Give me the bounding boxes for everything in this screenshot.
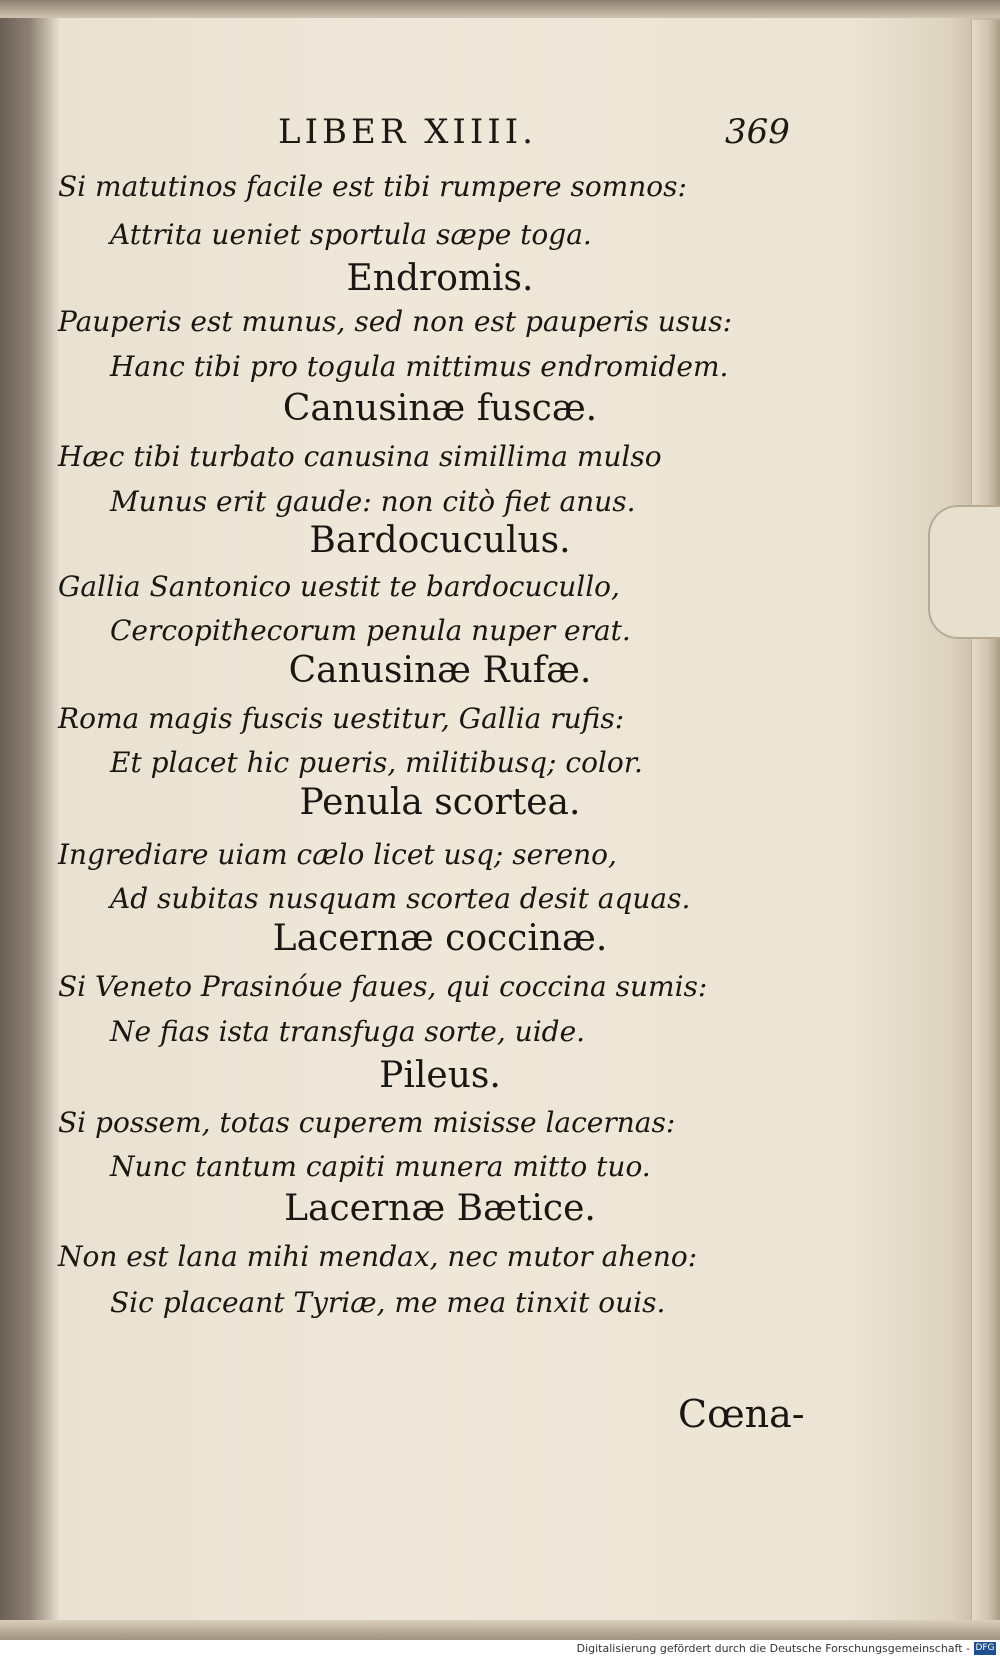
footer-credit: Digitalisierung gefördert durch die Deutsche Forschungsgemeinschaft -: [576, 1642, 970, 1655]
verse-line-indented: Sic placeant Tyriæ, me mea tinxit ouis.: [110, 1286, 666, 1319]
running-title: LIBER XIIII.: [278, 112, 537, 152]
verse-line-indented: Et placet hic pueris, militibusq; color.: [110, 746, 643, 779]
epigram-heading: Canusinæ Rufæ.: [288, 650, 592, 691]
verse-line-indented: Cercopithecorum penula nuper erat.: [110, 614, 631, 647]
verse-line: Roma magis fuscis uestitur, Gallia rufis:: [58, 702, 625, 735]
page-edge-bottom: [0, 1620, 1000, 1640]
verse-line-indented: Hanc tibi pro togula mittimus endromidem.: [110, 350, 729, 383]
digitization-footer: [0, 1640, 1000, 1658]
epigram-heading: Lacernæ Bætice.: [284, 1188, 596, 1229]
verse-line-indented: Ad subitas nusquam scortea desit aquas.: [110, 882, 691, 915]
verse-line: Ingrediare uiam cælo licet usq; sereno,: [58, 838, 617, 871]
page-header: [0, 112, 1000, 162]
epigram-heading: Penula scortea.: [299, 782, 581, 823]
epigram-heading: Canusinæ fuscæ.: [282, 388, 598, 429]
verse-line-indented: Attrita ueniet sportula sæpe toga.: [110, 218, 592, 251]
verse-line: Gallia Santonico uestit te bardocucullo,: [58, 570, 620, 603]
verse-line-indented: Munus erit gaude: non citò fiet anus.: [110, 485, 636, 518]
epigram-heading: Endromis.: [346, 258, 534, 299]
verse-line-indented: Nunc tantum capiti munera mitto tuo.: [110, 1150, 651, 1183]
epigram-heading: Lacernæ coccinæ.: [272, 918, 608, 959]
page-edge-top: [0, 0, 1000, 18]
epigram-heading: Bardocuculus.: [309, 520, 571, 561]
page-edge-right: [971, 20, 1000, 1620]
verse-line: Si Veneto Prasinóue faues, qui coccina sumis:: [58, 970, 708, 1003]
page-tab-marker: [928, 505, 1000, 639]
page-number: 369: [725, 112, 790, 152]
epigram-heading: Pileus.: [379, 1055, 501, 1096]
verse-line-indented: Ne fias ista transfuga sorte, uide.: [110, 1015, 586, 1048]
dfg-logo: DFG: [975, 1643, 995, 1653]
verse-line: Si matutinos facile est tibi rumpere somnos:: [58, 170, 687, 203]
verse-line: Pauperis est munus, sed non est pauperis usus:: [58, 305, 732, 338]
verse-line: Non est lana mihi mendax, nec mutor aheno:: [58, 1240, 698, 1273]
verse-line: Hæc tibi turbato canusina simillima mulso: [58, 440, 662, 473]
verse-line: Si possem, totas cuperem misisse lacernas:: [58, 1106, 676, 1139]
catchword: Cœna-: [678, 1392, 805, 1436]
